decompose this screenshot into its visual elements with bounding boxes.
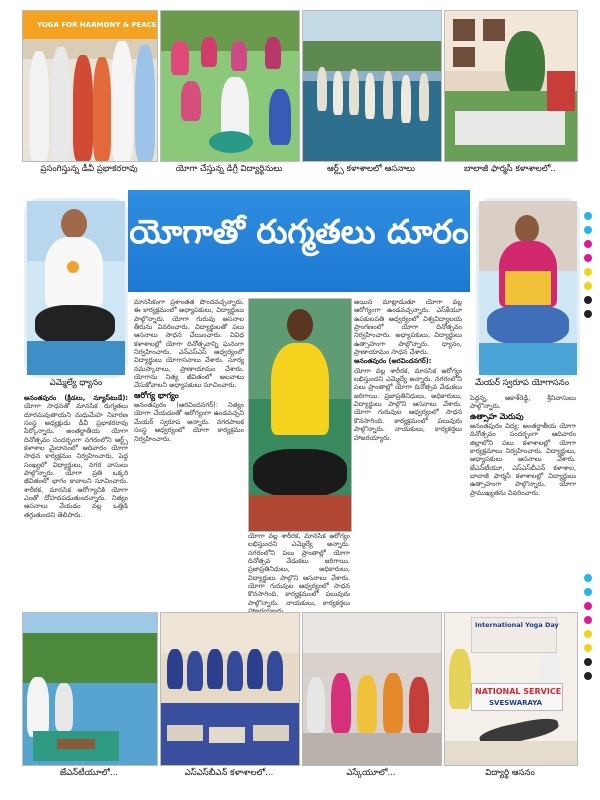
headline: యోగాతో రుగ్మతలు దూరం xyxy=(129,212,469,251)
column-4-body-2: అనంతపురం విద్య: అంతర్జాతీయ యోగా దినోత్సవం సందర్భంగా ఆదివారం జిల్లాలోని పలు కళాశాలల్లో యోగా కార్యక్రమాలు నిర్వహించారు. విద్యార్థులు, అధ్యాపకులు ఆసనాలు వేశారు. జేఎన్‌టీయూ, ఎస్‌ఎస్‌బీఎన్ కళాశాల, బాలాజీ ఫార్మసీ కళాశాలల్లో విద్యార్థులు ఉత్సాహంగా పాల్గొన్నారు. యోగా ప్రాముఖ్యతను వివరించారు. xyxy=(470,422,576,497)
article-column-3-top xyxy=(354,298,462,604)
article-column-3 xyxy=(248,532,350,607)
column-1-lead: అనంతపురం (క్రీడలు, న్యూస్‌టుడే): xyxy=(24,394,128,402)
column-3-body-2: యోగా వల్ల శారీరక, మానసిక ఆరోగ్యం లభిస్తుందని ఎమ్మెల్యే అన్నారు. నగరంలోని పలు ప్రాంతాల్లో యోగా దినోత్సవ వేడుకలు జరిగాయి. ప్రజాప్రతినిధులు, అధికారులు, విద్యార్థులు పాల్గొని ఆసనాలు వేశారు. యోగా గురువుల ఆధ్వర్యంలో సాధన కొనసాగింది. కార్యక్రమంలో పలువురు పాల్గొన్నారు. నాయకులు, కార్యకర్తలు xyxy=(248,532,350,607)
article-column-1 xyxy=(24,394,128,604)
column-1-body: యోగా సాధనతో మానసిక రుగ్మతలు దూరమవుతాయని మధుమేహ నివారణ సంస్థ అధ్యక్షుడు డీవీ ప్రభాకరరావు పేర్కొన్నారు. అంతర్జాతీయ యోగా దినోత్సవం సందర్భంగా నగరంలోని ఆర్ట్స్ కళాశాల మైదానంలో ఆదివారం యోగా సాధన కార్యక్రమం నిర్వహించారు. పెద్ద సంఖ్యలో విద్యార్థులు, నగర వాసులు పాల్గొన్నారు. యోగా ప్రతి ఒక్కరి జీవితంలో భాగం కావాలని సూచించారు. శారీరక, మానసిక ఆరోగ్యానికి యోగా ఎంతో దోహదపడుతుందన్నారు. నిత్యం ఆసనాలు వేయడం వల్ల ఒత్తిడి తగ్గుతుందని తెలిపారు. xyxy=(24,402,128,519)
photo-balaji-pharmacy-college xyxy=(444,10,578,162)
column-2-body-2: అనంతపురం (ఆరవిందనగర్): నిత్యం యోగా చేయడంతో ఆరోగ్యంగా ఉండవచ్చని మేయర్ స్వరూప అన్నారు. నగరపాలక సంస్థ ఆధ్వర్యంలో యోగా కార్యక్రమం నిర్వహించారు. xyxy=(134,401,244,443)
photo-mla-meditation xyxy=(24,198,128,378)
caption-top-4: బాలాజీ ఫార్మసీ కళాశాలలో.. xyxy=(464,164,556,174)
column-4-body: పెద్దన్న, ఆకాశ్‌రెడ్డి, శ్రీనివాసులు పాల్గొన్నారు. xyxy=(470,394,576,411)
photo-dais-speech xyxy=(22,10,158,162)
banner-sveswaraya: SVESWARAYA xyxy=(489,699,543,707)
photo-arts-college-asanas xyxy=(302,10,442,162)
caption-top-3: ఆర్ట్స్ కళాశాలలో ఆసనాలు xyxy=(326,164,416,174)
caption-bottom-1: జేఎన్‌టీయూలో... xyxy=(59,768,119,778)
photo-degree-students-yoga xyxy=(160,10,300,162)
caption-top-1: ప్రసంగిస్తున్న డీవీ ప్రభాకరరావు xyxy=(40,164,138,174)
article-column-2 xyxy=(134,298,244,604)
column-2-subheading: ఆరోగ్య భాగ్యం xyxy=(134,390,179,400)
photo-student-asana xyxy=(444,612,578,766)
column-3-body-extra: యోగా వల్ల శారీరక, మానసిక ఆరోగ్యం లభిస్తుందని ఎమ్మెల్యే అన్నారు. నగరంలోని పలు ప్రాంతాల్లో యోగా దినోత్సవ వేడుకలు జరిగాయి. ప్రజాప్రతినిధులు, అధికారులు, విద్యార్థులు పాల్గొని ఆసనాలు వేశారు. యోగా గురువుల ఆధ్వర్యంలో సాధన కొనసాగింది. కార్యక్రమంలో పలువురు పాల్గొన్నారు. నాయకులు, కార్యకర్తలు హాజరయ్యారు. xyxy=(354,366,462,442)
banner-text: YOGA FOR HARMONY & PEACE xyxy=(37,21,157,29)
banner-yoga-day: International Yoga Day xyxy=(475,621,559,629)
banner-national-service: NATIONAL SERVICE xyxy=(475,687,562,696)
caption-left-portrait: ఎమ్మెల్యే ధ్యానం xyxy=(49,378,103,388)
column-3-body: అయిన మాట్లాడుతూ యోగా వల్ల ఆరోగ్యంగా ఉండవచ్చన్నారు. ఎస్‌కేయూ ఉపకులపతి ఆధ్వర్యంలో విశ్వవిద్యాలయ ప్రాంగణంలో యోగా దినోత్సవం నిర్వహించారు. అధ్యాపకులు, విద్యార్థులు ఉత్సాహంగా పాల్గొన్నారు. ధ్యానం, ప్రాణాయామం సాధన చేశారు. xyxy=(354,298,462,357)
caption-bottom-3: ఎస్కేయూలో... xyxy=(346,768,396,778)
photo-jntu-yoga xyxy=(22,612,158,766)
article-column-4 xyxy=(470,394,576,604)
column-4-subheading: ఉత్సాహ మెరుపు xyxy=(470,411,524,421)
caption-right-portrait: మేయర్ స్వరూప యోగాసనం xyxy=(474,378,570,388)
photo-mayor-yogasana xyxy=(476,198,580,378)
caption-bottom-2: ఎస్‌ఎస్‌బీఎన్ కళాశాలలో... xyxy=(184,768,274,778)
photo-sku-yoga xyxy=(302,612,442,766)
photo-ssbn-college xyxy=(160,612,300,766)
photo-student-meditation-center xyxy=(248,298,352,532)
caption-top-2: యోగా చేస్తున్న డిగ్రీ విద్యార్థినులు xyxy=(175,164,283,174)
caption-bottom-4: విద్యార్థి ఆసనం xyxy=(485,768,535,778)
column-3-lead: అనంతపురం (ఆరవిందనగర్): xyxy=(354,357,432,366)
column-2-body: మానసికంగా ప్రశాంతత పొందవచ్చన్నారు. ఈ కార్యక్రమంలో అధ్యాపకులు, విద్యార్థులు పాల్గొన్నారు. యోగా గురువు ఆసనాల తీరును వివరించారు. విద్యార్థులతో పలు ఆసనాలు సాధన చేయించారు. వివిధ కళాశాలల్లో యోగా దినోత్సవాన్ని ఘనంగా నిర్వహించారు. ఎన్‌ఎస్‌ఎస్ ఆధ్వర్యంలో విద్యార్థులు యోగాసనాలు వేశారు. సూర్య నమస్కారాలు, ప్రాణాయామం చేశారు. యోగాను నిత్య జీవితంలో అలవాటు చేసుకోవాలని అధ్యాపకులు సూచించారు. xyxy=(134,298,244,390)
headline-banner xyxy=(128,190,470,292)
